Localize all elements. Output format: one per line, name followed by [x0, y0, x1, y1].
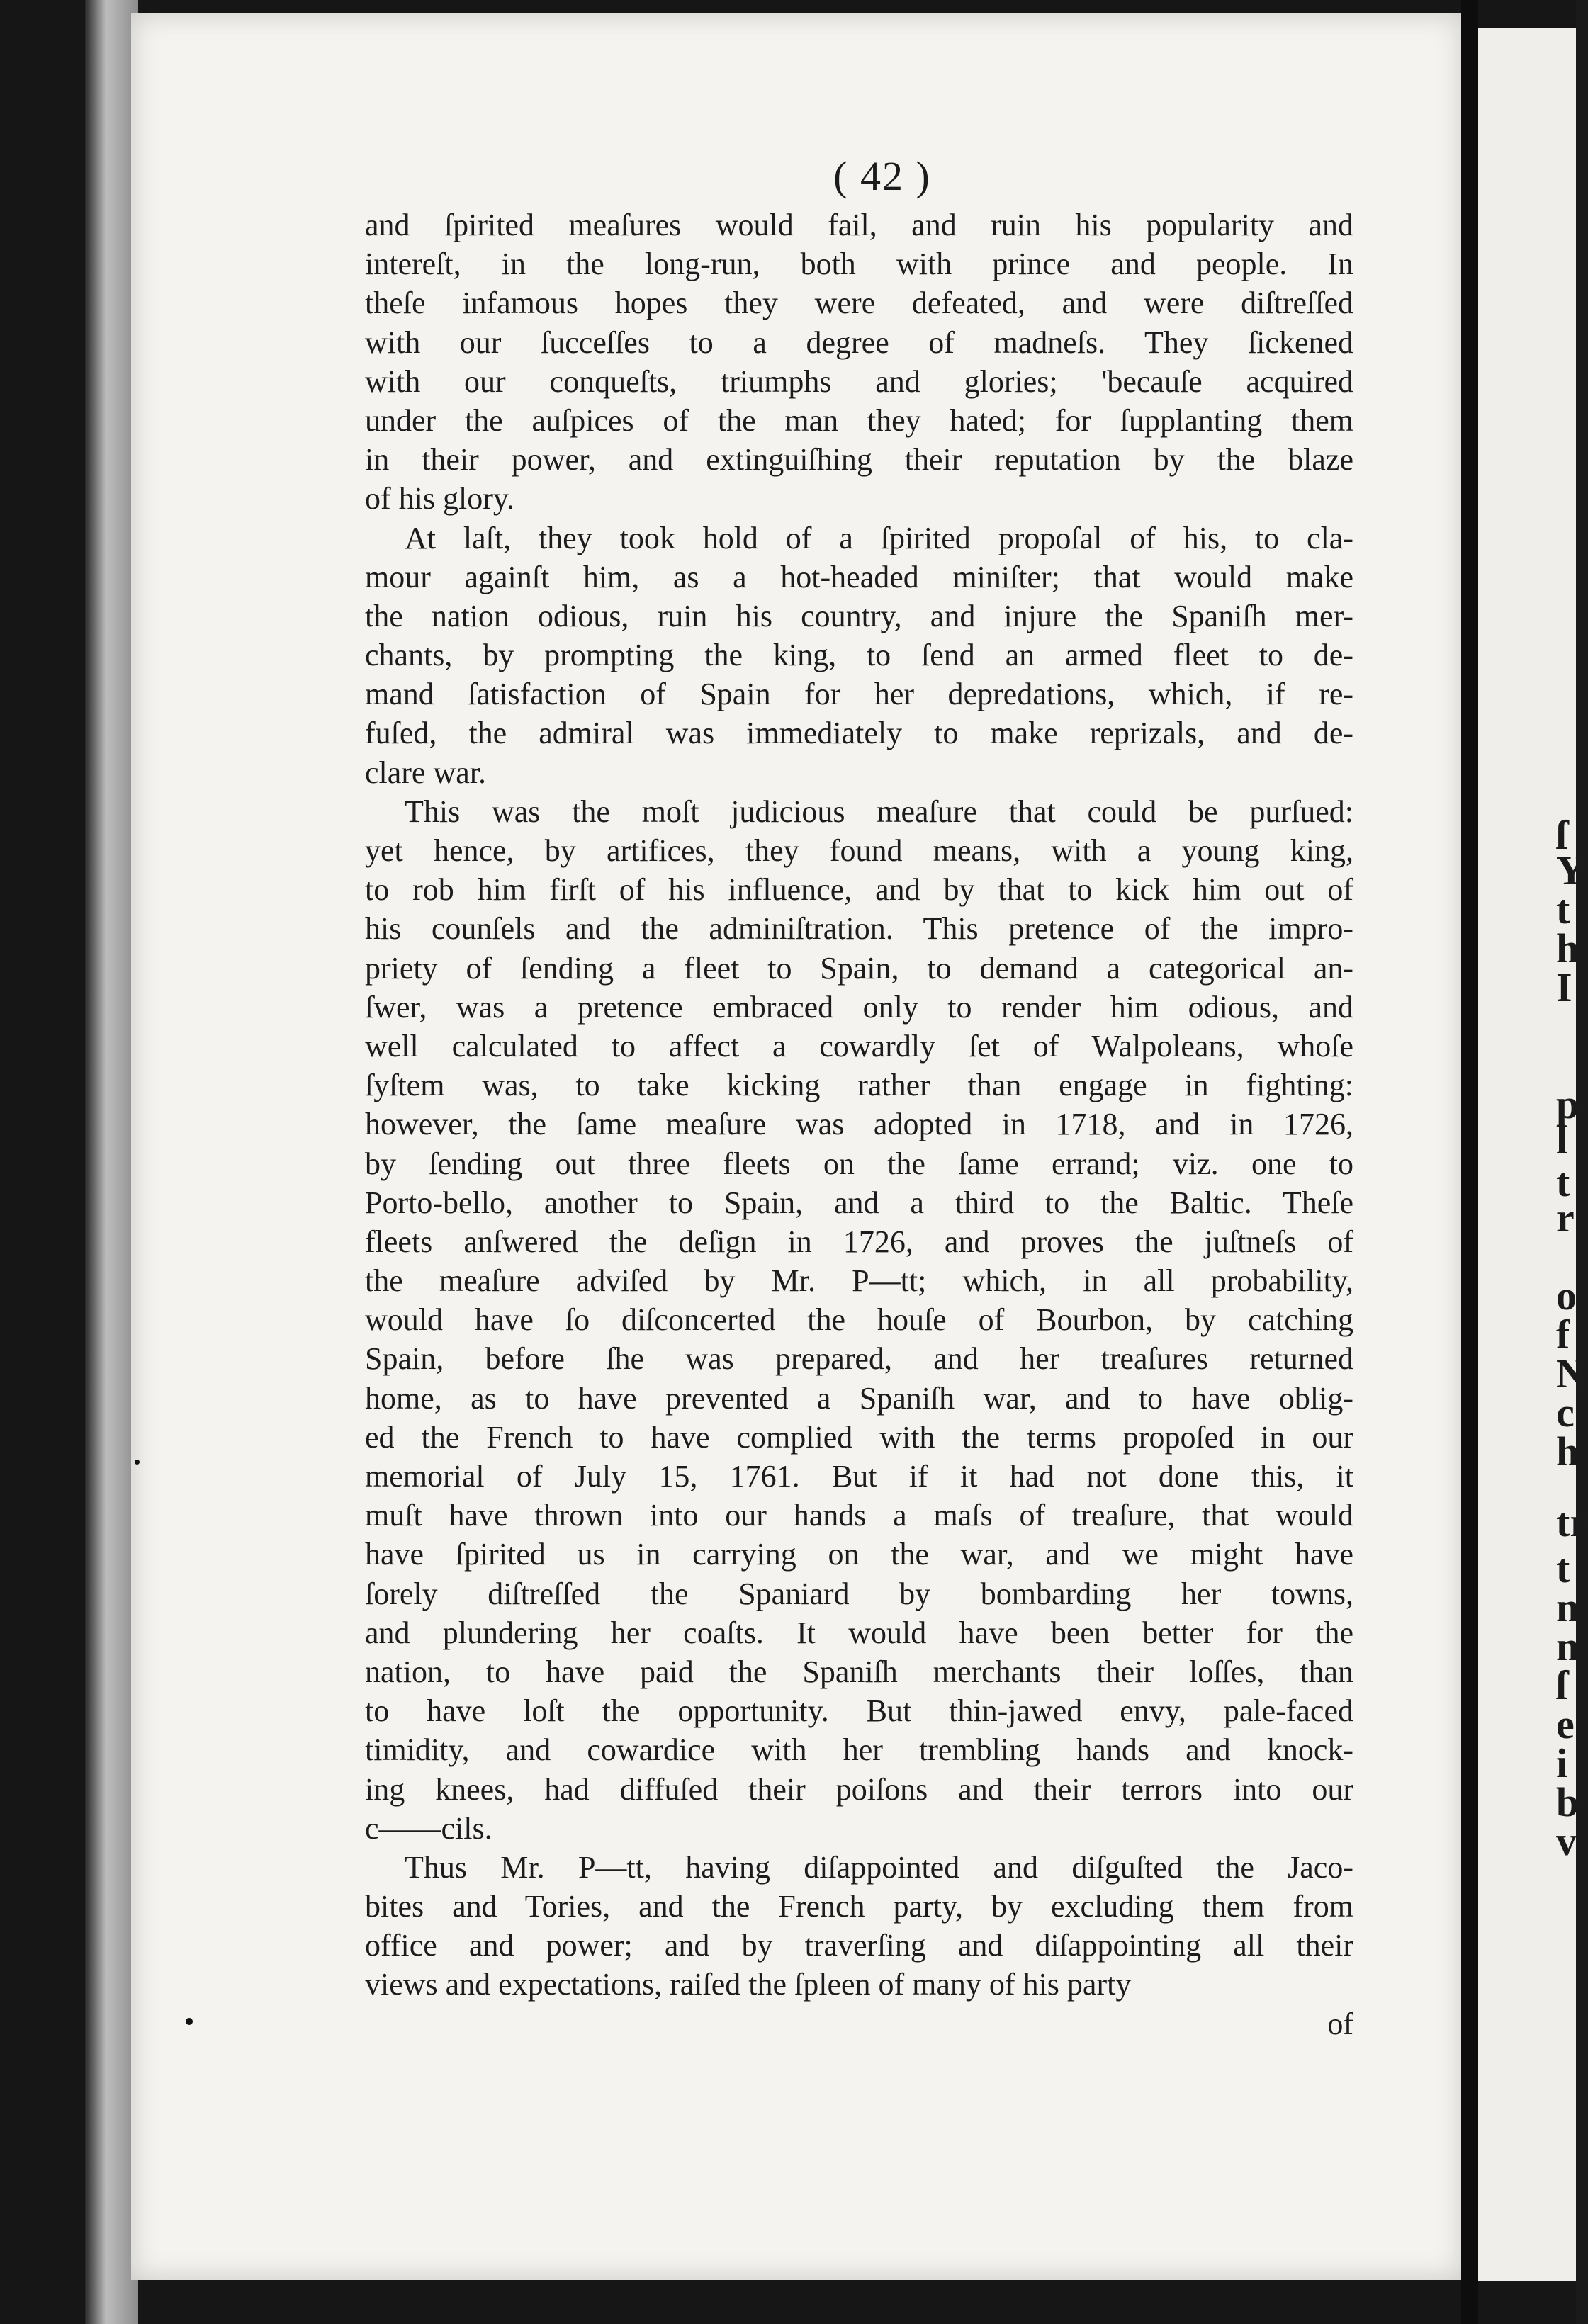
body-text: [365, 205, 1353, 2043]
text-line: Spain, before ſhe was prepared, and her treaſures returned: [365, 1341, 1353, 1377]
facing-page-letter: o: [1556, 1273, 1577, 1319]
text-line: ſyſtem was, to take kicking rather than engage in fighting:: [365, 1068, 1353, 1103]
text-line: yet hence, by artifices, they found means, with a young king,: [365, 833, 1353, 868]
text-line: c——cils.: [365, 1810, 492, 1846]
text-line: nation, to have paid the Spaniſh merchants their loſſes, than: [365, 1654, 1353, 1689]
facing-page-letter: ſ: [1556, 812, 1568, 858]
text-line: mand ſatisfaction of Spain for her depredations, which, if re-: [365, 677, 1353, 712]
text-line: have ſpirited us in carrying on the war, and we might have: [365, 1537, 1353, 1572]
text-line: well calculated to affect a cowardly ſet of Walpoleans, whoſe: [365, 1028, 1353, 1064]
paragraph: [365, 205, 1353, 519]
text-line: in their power, and extinguiſhing their reputation by the blaze: [365, 442, 1353, 478]
facing-page-letter: p: [1556, 1081, 1579, 1127]
text-line: ſorely diſtreſſed the Spaniard by bombarding her towns,: [365, 1576, 1353, 1611]
page-number: ( 42 ): [833, 153, 931, 199]
facing-page-letter: b: [1556, 1779, 1579, 1825]
text-line: mour againſt him, as a hot-headed miniſter; that would make: [365, 559, 1353, 594]
left-page-edge: [85, 0, 138, 2324]
ink-spot: [135, 1460, 140, 1465]
text-line: theſe infamous hopes they were defeated, and were diſtreſſed: [365, 286, 1353, 321]
text-line: his counſels and the adminiſtration. This pretence of the impro-: [365, 911, 1353, 947]
facing-page-letter: e: [1556, 1701, 1575, 1747]
text-line: fleets anſwered the deſign in 1726, and proves the juſtneſs of: [365, 1224, 1353, 1259]
text-line: and plundering her coaſts. It would have been better for the: [365, 1615, 1353, 1650]
text-line: to have loſt the opportunity. But thin-jawed envy, pale-faced: [365, 1693, 1353, 1729]
facing-page-letter: Y: [1556, 847, 1586, 893]
facing-page-letter: r: [1556, 1195, 1575, 1241]
text-line: to rob him firſt of his influence, and by that to kick him out of: [365, 872, 1353, 908]
text-line: however, the ſame meaſure was adopted in 1718, and in 1726,: [365, 1107, 1353, 1142]
text-line: Thus Mr. P—tt, having diſappointed and diſguſted the Jaco-: [405, 1849, 1353, 1885]
text-line: office and power; and by traverſing and diſappointing all their: [365, 1928, 1353, 1963]
catchword: of: [1327, 2006, 1353, 2041]
text-line: with our ſucceſſes to a degree of madneſs. They ſickened: [365, 325, 1353, 360]
ink-spot: [186, 2018, 193, 2025]
facing-page-letter: c: [1556, 1389, 1575, 1435]
facing-page-letter: t: [1556, 1545, 1570, 1591]
text-line: muſt have thrown into our hands a maſs of treaſure, that would: [365, 1498, 1353, 1533]
paragraph: [365, 519, 1353, 792]
paragraph: [365, 792, 1353, 1848]
facing-page-letter: tr: [1556, 1499, 1588, 1545]
facing-page-letter: I: [1556, 964, 1572, 1010]
text-line: fuſed, the admiral was immediately to make reprizals, and de-: [365, 716, 1353, 751]
facing-page-letter: t: [1556, 1159, 1570, 1205]
text-line: At laſt, they took hold of a ſpirited propoſal of his, to cla-: [405, 520, 1353, 555]
facing-page-letter: h: [1556, 925, 1579, 971]
facing-page-letter: f: [1556, 1312, 1570, 1358]
facing-page-letter: n: [1556, 1584, 1579, 1630]
text-line: ſwer, was a pretence embraced only to render him odious, and: [365, 989, 1353, 1025]
facing-page-letter: ſ: [1556, 1662, 1568, 1708]
facing-page-letter: i: [1556, 1740, 1568, 1786]
page-gutter: [1461, 0, 1478, 2324]
text-line: timidity, and cowardice with her trembling hands and knock-: [365, 1732, 1353, 1768]
text-line: by ſending out three fleets on the ſame errand; viz. one to: [365, 1146, 1353, 1181]
text-line: the meaſure adviſed by Mr. P—tt; which, in all probability,: [365, 1263, 1353, 1299]
text-line: views and expectations, raiſed the ſpleen of many of his party: [365, 1967, 1132, 2002]
text-line: the nation odious, ruin his country, and injure the Spaniſh mer-: [365, 598, 1353, 633]
facing-page-letter: n: [1556, 1623, 1579, 1669]
paragraph: [365, 1848, 1353, 2004]
text-line: of his glory.: [365, 481, 515, 517]
facing-page-letter: v: [1556, 1818, 1577, 1864]
text-line: home, as to have prevented a Spaniſh war, and to have oblig-: [365, 1380, 1353, 1416]
text-line: This was the moſt judicious meaſure that could be purſued:: [405, 794, 1353, 829]
text-line: priety of ſending a fleet to Spain, to demand a categorical an-: [365, 950, 1353, 986]
facing-page-letter: N: [1556, 1350, 1586, 1397]
text-line: intereſt, in the long-run, both with prince and people. In: [365, 247, 1353, 282]
text-line: and ſpirited meaſures would fail, and ruin his popularity and: [365, 208, 1353, 242]
text-line: clare war.: [365, 755, 486, 790]
text-line: under the auſpices of the man they hated; for ſupplanting them: [365, 402, 1353, 438]
facing-page-letter: t: [1556, 886, 1570, 932]
text-line: Porto-bello, another to Spain, and a third to the Baltic. Theſe: [365, 1185, 1353, 1220]
text-line: ing knees, had diffuſed their poiſons and their terrors into our: [365, 1771, 1353, 1807]
text-line: memorial of July 15, 1761. But if it had not done this, it: [365, 1459, 1353, 1494]
text-line: with our conqueſts, triumphs and glories; 'becauſe acquired: [365, 363, 1353, 399]
text-line: would have ſo diſconcerted the houſe of Bourbon, by catching: [365, 1302, 1353, 1338]
facing-page-letter: h: [1556, 1428, 1579, 1474]
text-line: ed the French to have complied with the terms propoſed in our: [365, 1419, 1353, 1455]
text-line: bites and Tories, and the French party, by excluding them from: [365, 1889, 1353, 1924]
facing-page-letter: l: [1556, 1117, 1568, 1163]
text-line: chants, by prompting the king, to ſend an armed fleet to de-: [365, 638, 1353, 673]
